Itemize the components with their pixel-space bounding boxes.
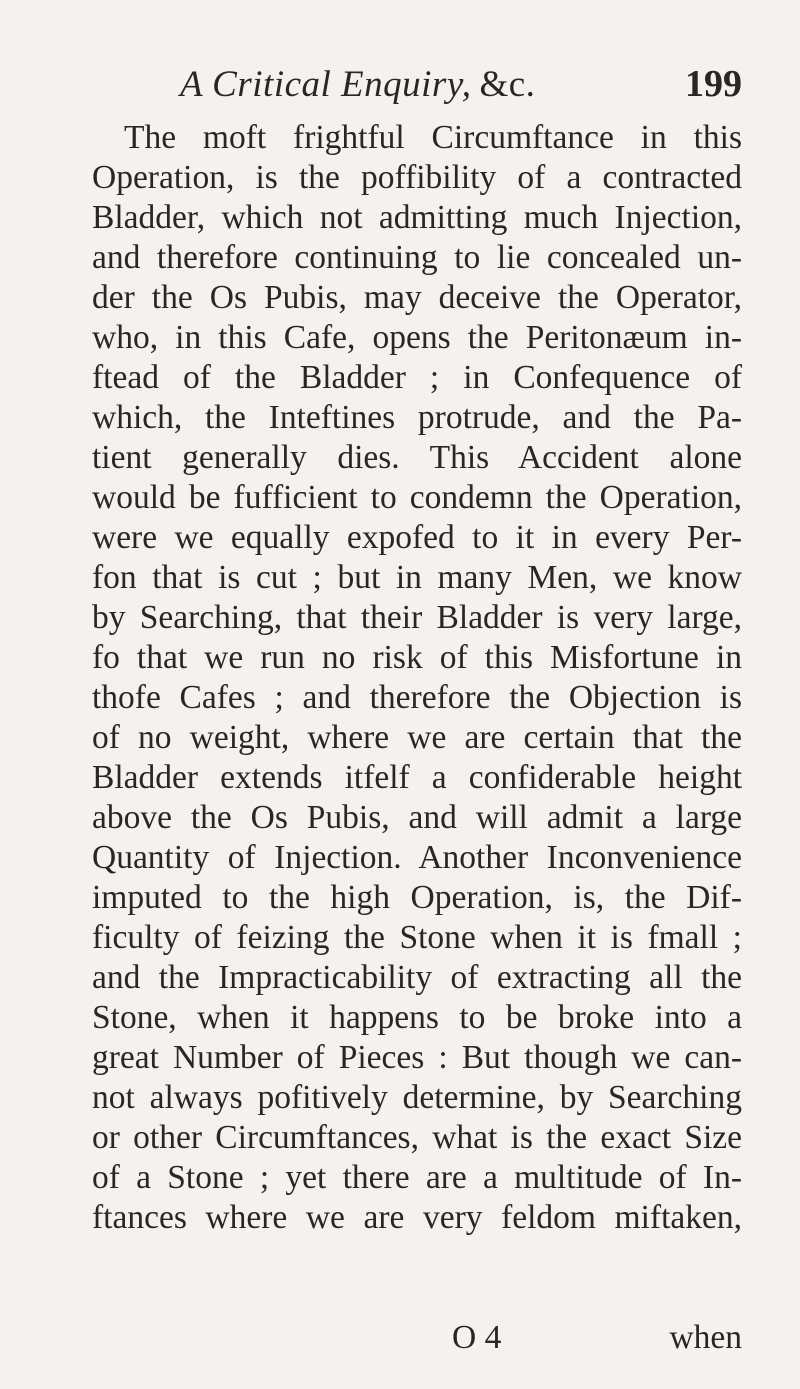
text-line: or other Circumftances, what is the exact Size — [92, 1119, 742, 1156]
text-line: and the Impracticability of extracting all the — [92, 959, 742, 996]
text-line: Stone, when it happens to be broke into a — [92, 999, 742, 1036]
text-line: ftead of the Bladder ; in Confequence of — [92, 359, 742, 396]
running-head-etc: &c. — [479, 64, 536, 105]
text-line: and therefore continuing to lie concealed un- — [92, 239, 742, 276]
text-line: The moft frightful Circumftance in this — [124, 119, 742, 156]
page-footer — [92, 1318, 742, 1358]
text-line: of a Stone ; yet there are a multitude of In- — [92, 1159, 742, 1196]
text-line: fon that is cut ; but in many Men, we know — [92, 559, 742, 596]
text-line: above the Os Pubis, and will admit a large — [92, 799, 742, 836]
text-line: were we equally expofed to it in every Per- — [92, 519, 742, 556]
page-number: 199 — [685, 63, 742, 105]
running-head — [180, 62, 742, 110]
text-line: of no weight, where we are certain that the — [92, 719, 742, 756]
text-line: Quantity of Injection. Another Inconvenience — [92, 839, 742, 876]
running-head-title-text: A Critical Enquiry, — [180, 64, 472, 105]
text-line: Bladder, which not admitting much Injection, — [92, 199, 742, 236]
text-line: tient generally dies. This Accident alone — [92, 439, 742, 476]
body-text — [92, 118, 742, 1238]
running-head-title — [180, 63, 535, 106]
text-line: ficulty of feizing the Stone when it is fmall ; — [92, 919, 742, 956]
text-line: thofe Cafes ; and therefore the Objection is — [92, 679, 742, 716]
signature-mark: O 4 — [452, 1319, 502, 1356]
text-line: by Searching, that their Bladder is very large, — [92, 599, 742, 636]
text-line: ftances where we are very feldom miftaken, — [92, 1199, 742, 1236]
text-line: Bladder extends itfelf a confiderable height — [92, 759, 742, 796]
text-line: der the Os Pubis, may deceive the Operator, — [92, 279, 742, 316]
text-line: imputed to the high Operation, is, the Dif- — [92, 879, 742, 916]
text-line: fo that we run no risk of this Misfortune in — [92, 639, 742, 676]
text-line: Operation, is the poffibility of a contracted — [92, 159, 742, 196]
catchword: when — [669, 1319, 742, 1356]
text-line: not always pofitively determine, by Searching — [92, 1079, 742, 1116]
text-line: who, in this Cafe, opens the Peritonæum in- — [92, 319, 742, 356]
text-line: great Number of Pieces : But though we can- — [92, 1039, 742, 1076]
text-line: would be fufficient to condemn the Operation, — [92, 479, 742, 516]
text-line: which, the Inteftines protrude, and the Pa- — [92, 399, 742, 436]
